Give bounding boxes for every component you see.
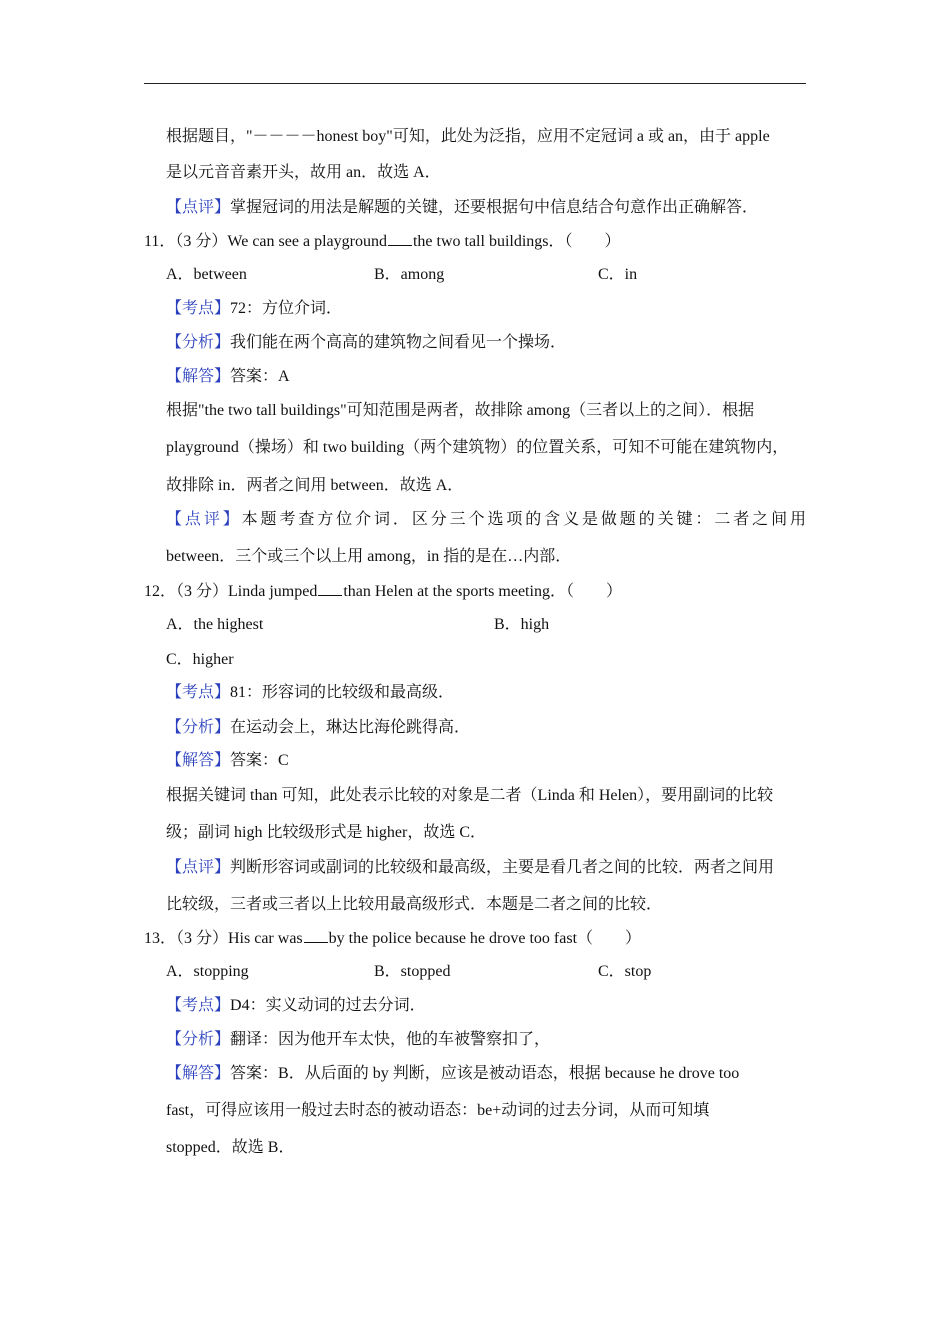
jieda-tag: 【解答】 xyxy=(166,368,231,385)
q12-option-b: B．high xyxy=(494,616,550,633)
q11-fenxi xyxy=(166,333,566,353)
jieda-tag: 【解答】 xyxy=(166,1065,231,1082)
q13-kaodian xyxy=(166,996,426,1016)
q12-dianping xyxy=(166,858,774,878)
q11-jieda xyxy=(166,367,290,387)
q13-option-a: A．stopping xyxy=(166,963,249,980)
question-13 xyxy=(144,928,641,949)
q13-blank xyxy=(304,928,328,943)
q11-dianping xyxy=(166,510,806,530)
q11-option-b: B．among xyxy=(374,266,445,283)
q13-jieda xyxy=(166,1064,739,1084)
q11-explanation-3: 故排除 in．两者之间用 between．故选 A． xyxy=(166,477,464,494)
q12-option-a: A．the highest xyxy=(166,616,264,633)
q11-dianping-2: between．三个或三个以上用 among，in 指的是在…内部． xyxy=(166,548,572,565)
dianping-text: 本题考查方位介词．区分三个选项的含义是做题的关键：二者之间用 xyxy=(241,511,806,528)
q13-option-c: C．stop xyxy=(598,963,652,980)
q12-fenxi xyxy=(166,718,470,738)
q12-blank xyxy=(318,581,342,596)
fenxi-tag: 【分析】 xyxy=(166,1031,231,1048)
q12-jieda xyxy=(166,751,289,771)
kaodian-text: 81：形容词的比较级和最高级． xyxy=(230,684,455,701)
header-rule xyxy=(144,83,806,84)
review-text: 掌握冠词的用法是解题的关键，还要根据句中信息结合句意作出正确解答． xyxy=(230,199,759,216)
q13-explanation-1: fast，可得应该用一般过去时态的被动语态：be+动词的过去分词，从而可知填 xyxy=(166,1102,710,1119)
q13-explanation-2: stopped．故选 B． xyxy=(166,1139,295,1156)
kaodian-text: D4：实义动词的过去分词． xyxy=(230,997,426,1014)
q12-dianping-2: 比较级，三者或三者以上比较用最高级形式．本题是二者之间的比较． xyxy=(166,896,663,913)
q12-explanation-1: 根据关键词 than 可知，此处表示比较的对象是二者（Linda 和 Helen），要用副词的比较 xyxy=(166,787,774,804)
q12-explanation-2: 级；副词 high 比较级形式是 higher，故选 C． xyxy=(166,824,486,841)
question-11 xyxy=(144,231,621,252)
q11-explanation-1: 根据"the two tall buildings"可知范围是两者，故排除 among（三者以上的之间）．根据 xyxy=(166,402,755,419)
q12-option-c: C．higher xyxy=(166,651,234,668)
fenxi-text: 翻译：因为他开车太快，他的车被警察扣了， xyxy=(230,1031,551,1048)
kaodian-tag: 【考点】 xyxy=(166,684,231,701)
q12-kaodian xyxy=(166,683,454,703)
fenxi-text: 我们能在两个高高的建筑物之间看见一个操场． xyxy=(230,334,567,351)
q13-stem-rest: by the police because he drove too fast（ ） xyxy=(328,930,642,947)
q11-option-a: A．between xyxy=(166,266,247,283)
jieda-text: 答案：C xyxy=(230,752,289,769)
review-tag: 【点评】 xyxy=(166,199,231,216)
q11-option-c: C．in xyxy=(598,266,638,283)
q13-option-b: B．stopped xyxy=(374,963,451,980)
dianping-tag: 【点评】 xyxy=(166,859,231,876)
kaodian-tag: 【考点】 xyxy=(166,997,231,1014)
kaodian-text: 72：方位介词． xyxy=(230,300,343,317)
q11-stem-rest: the two tall buildings．（ ） xyxy=(412,233,621,250)
dianping-text: 判断形容词或副词的比较级和最高级，主要是看几者之间的比较．两者之间用 xyxy=(230,859,775,876)
q13-fenxi xyxy=(166,1030,550,1050)
intro-review xyxy=(166,198,758,218)
q12-stem-rest: than Helen at the sports meeting．（ ） xyxy=(343,583,622,600)
fenxi-tag: 【分析】 xyxy=(166,719,231,736)
jieda-text: 答案：A xyxy=(230,368,290,385)
q11-blank xyxy=(388,231,412,246)
q11-kaodian xyxy=(166,299,342,319)
jieda-text: 答案：B．从后面的 by 判断，应该是被动语态，根据 because he drove too xyxy=(230,1065,740,1082)
question-12 xyxy=(144,581,622,602)
dianping-tag: 【点评】 xyxy=(166,511,242,528)
jieda-tag: 【解答】 xyxy=(166,752,231,769)
intro-line-1: 根据题目，"－－－－honest boy"可知，此处为泛指，应用不定冠词 a 或 an，由于 apple xyxy=(166,128,770,145)
q11-stem: 11．（3 分）We can see a playground xyxy=(144,233,387,250)
intro-line-2: 是以元音音素开头，故用 an．故选 A． xyxy=(166,164,441,181)
q12-stem: 12．（3 分）Linda jumped xyxy=(144,583,318,600)
kaodian-tag: 【考点】 xyxy=(166,300,231,317)
fenxi-text: 在运动会上，琳达比海伦跳得高． xyxy=(230,719,471,736)
q11-explanation-2: playground（操场）和 two building（两个建筑物）的位置关系，可知不可能在建筑物内， xyxy=(166,439,789,456)
q13-stem: 13．（3 分）His car was xyxy=(144,930,303,947)
fenxi-tag: 【分析】 xyxy=(166,334,231,351)
